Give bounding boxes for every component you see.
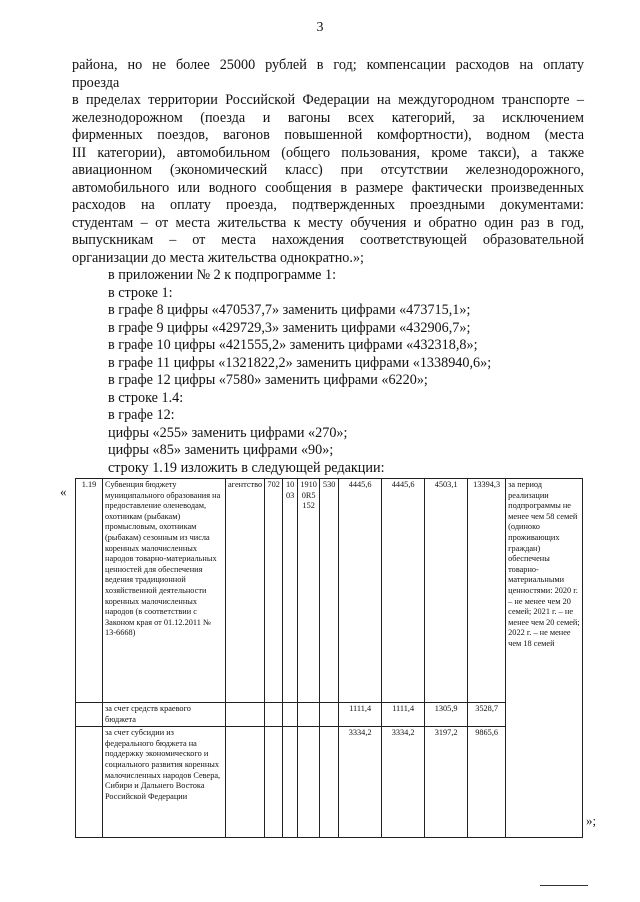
cell-2021: 4445,6 (382, 479, 425, 703)
instruction-line: в графе 12: (108, 407, 175, 423)
closing-quote: »; (586, 813, 597, 828)
text-line: фирменных поездов, вагонов повышенной комфортности), водном (места (72, 127, 584, 143)
text-line: III категории), автомобильном (общего пользования, кроме такси), а также (72, 144, 584, 161)
text-line: студентам – от места жительства к месту обучения и обратно один раз в год, (72, 214, 584, 231)
cell-2020: 1111,4 (339, 703, 382, 727)
text-line: авиационном (экономический класс) при отсутствии железнодорожного, (72, 162, 584, 178)
text-line: района, но не более 25000 рублей в год; компенсации расходов на оплату (72, 57, 584, 73)
body-text (72, 57, 584, 477)
cell-grbs: 702 (265, 479, 283, 703)
text-line: проезда (72, 74, 120, 91)
cell-sub-label: за счет субсидии из федерального бюджета на поддержку экономического и социального развития коренных малочисленных народов Севера, Сибири и Дальнего Востока Российской Федерации (103, 727, 226, 838)
opening-quote: « (60, 484, 67, 499)
footer-rule (540, 885, 588, 886)
amendment-table (75, 478, 583, 838)
cell-sub-label: за счет средств краевого бюджета (103, 703, 226, 727)
cell-2020: 3334,2 (339, 727, 382, 838)
cell-total: 13394,3 (468, 479, 506, 703)
cell-csr: 19100R5152 (298, 479, 320, 703)
page-number: 3 (316, 20, 324, 35)
cell-rzpr: 1003 (283, 479, 298, 703)
text-line: организации до места жительства однократно.»; (72, 249, 364, 266)
cell-row-number: 1.19 (76, 479, 103, 703)
instruction-line: в приложении № 2 к подпрограмме 1: (108, 267, 337, 283)
instruction-line: в графе 12 цифры «7580» заменить цифрами «6220»; (108, 372, 428, 388)
instruction-line: в графе 11 цифры «1321822,2» заменить цифрами «1338940,6»; (108, 354, 492, 371)
instruction-line: цифры «255» заменить цифрами «270»; (108, 424, 348, 441)
cell-measure-name: Субвенция бюджету муниципального образования на предоставление оленеводам, охотникам (рыбакам) промысловым, охотникам (рыбакам) сезонным из числа коренных малочисленных народов товарно-материальных ценностей для обеспечения ведения традиционной хозяйственной деятельности коренных малочисленных народов (в соответствии с Законом края от 01.12.2011 № 13-6668) (103, 479, 226, 703)
cell-2020: 4445,6 (339, 479, 382, 703)
text-line: в пределах территории Российской Федерации на междугородном транспорте – (72, 92, 584, 108)
text-line: железнодорожном (поезда и вагоны всех категорий, за исключением (72, 109, 584, 126)
instruction-line: в строке 1.4: (108, 389, 184, 406)
cell-executor: агентство (226, 479, 265, 703)
instruction-line: в графе 9 цифры «429729,3» заменить цифрами «432906,7»; (108, 319, 471, 336)
instruction-line: в графе 8 цифры «470537,7» заменить цифрами «473715,1»; (108, 302, 471, 318)
cell-total: 3528,7 (468, 703, 506, 727)
cell-2022: 4503,1 (425, 479, 468, 703)
cell-2022: 1305,9 (425, 703, 468, 727)
instruction-line: цифры «85» заменить цифрами «90»; (108, 442, 334, 458)
text-line: расходов на оплату проезда, подтвержденных проездными документами: (72, 197, 584, 213)
cell-vr: 530 (320, 479, 339, 703)
instruction-line: строку 1.19 изложить в следующей редакции: (108, 459, 385, 476)
table-row (76, 479, 583, 703)
cell-2021: 3334,2 (382, 727, 425, 838)
cell-total: 9865,6 (468, 727, 506, 838)
text-line: автомобильного или водного сообщения в размере фактически произведенных (72, 179, 584, 196)
instruction-line: в строке 1: (108, 284, 173, 301)
cell-2021: 1111,4 (382, 703, 425, 727)
text-line: выпускникам – от места нахождения соответствующей образовательной (72, 232, 584, 248)
cell-expected-result: за период реализации подпрограммы не менее чем 58 семей (одиноко проживающих граждан) обеспечены товарно-материальными ценностями: 2020 г. – не менее чем 20 семей; 2021 г. – не менее чем 20 семей; 2022 г. – не менее чем 18 семей (506, 479, 583, 838)
instruction-line: в графе 10 цифры «421555,2» заменить цифрами «432318,8»; (108, 337, 478, 353)
amendment-table-wrapper (75, 478, 583, 838)
cell-2022: 3197,2 (425, 727, 468, 838)
